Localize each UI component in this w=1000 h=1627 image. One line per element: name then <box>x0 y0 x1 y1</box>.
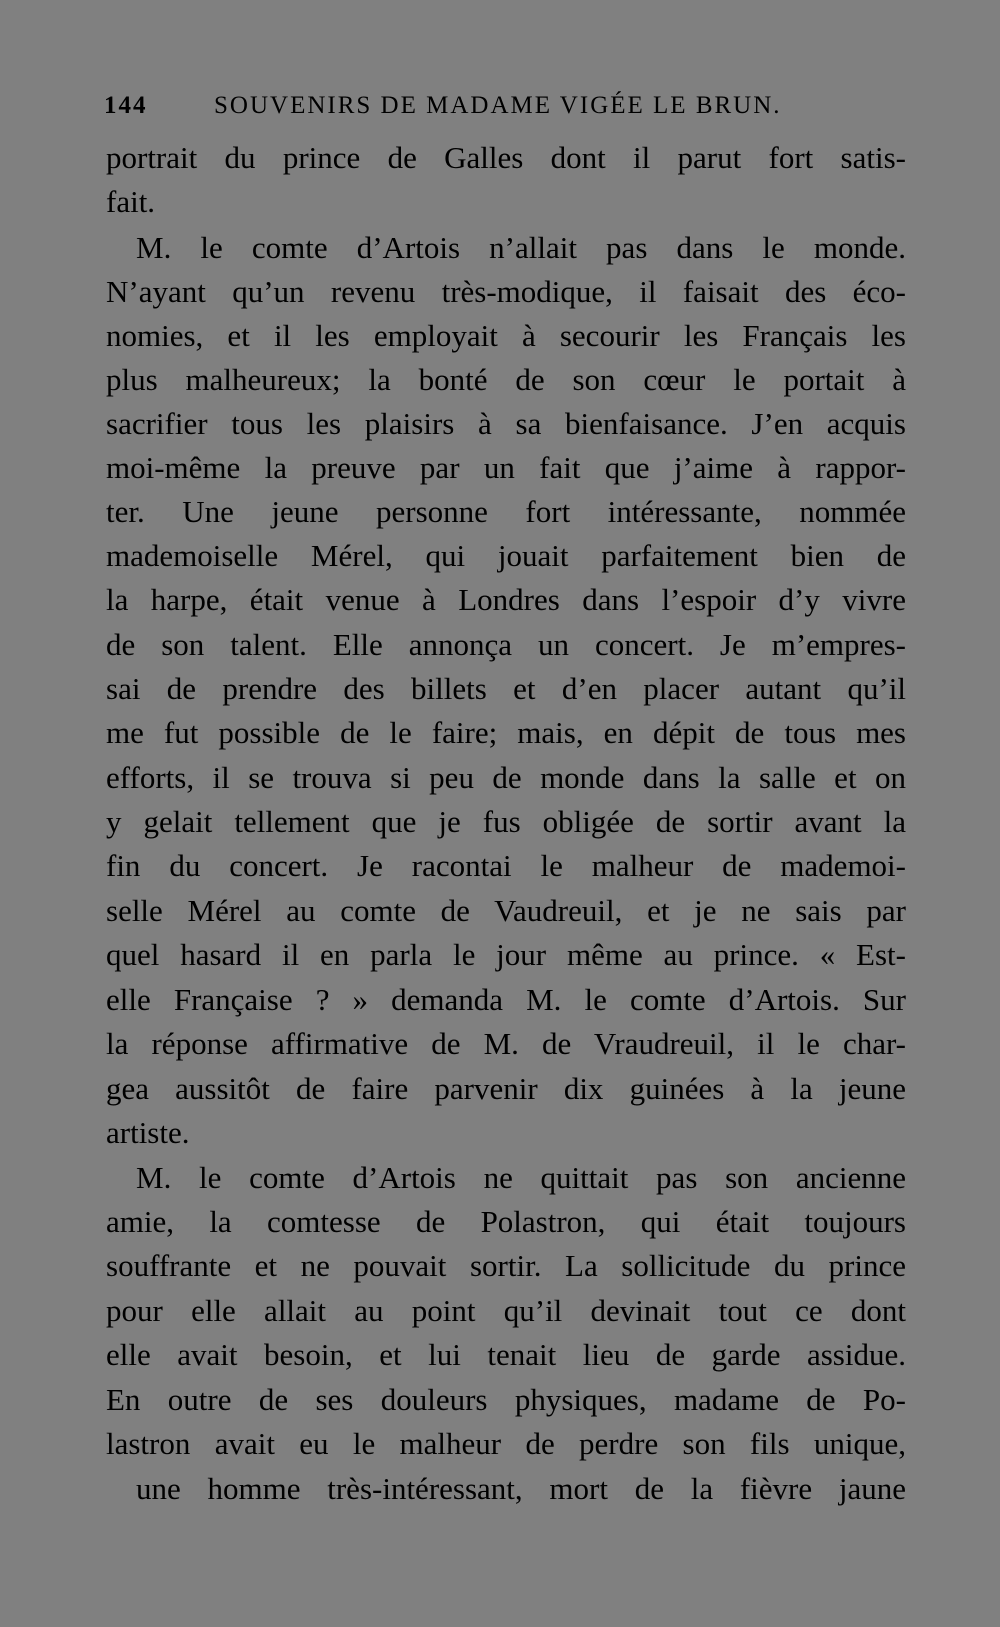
text-line: de son talent. Elle annonça un concert. Je m’empres- <box>106 627 906 662</box>
text-line: la harpe, était venue à Londres dans l’espoir d’y vivre <box>106 582 906 617</box>
running-title: SOUVENIRS DE MADAME VIGÉE LE BRUN. <box>214 92 782 119</box>
text-line: fin du concert. Je racontai le malheur de mademoi- <box>106 848 906 883</box>
text-line: quel hasard il en parla le jour même au prince. « Est- <box>106 937 906 972</box>
text-line: efforts, il se trouva si peu de monde dans la salle et on <box>106 760 906 795</box>
text-line: selle Mérel au comte de Vaudreuil, et je ne sais par <box>106 893 906 928</box>
text-line: mademoiselle Mérel, qui jouait parfaitement bien de <box>106 538 906 573</box>
text-line: la réponse affirmative de M. de Vraudreuil, il le char- <box>106 1026 906 1061</box>
text-line: ter. Une jeune personne fort intéressante, nommée <box>106 494 906 529</box>
text-line: elle Française ? » demanda M. le comte d’Artois. Sur <box>106 982 906 1017</box>
text-line: une homme très-intéressant, mort de la fièvre jaune <box>136 1471 906 1506</box>
text-line: amie, la comtesse de Polastron, qui était toujours <box>106 1204 906 1239</box>
text-line: gea aussitôt de faire parvenir dix guinées à la jeune <box>106 1071 906 1106</box>
text-line: portrait du prince de Galles dont il parut fort satis- <box>106 140 906 175</box>
text-line: M. le comte d’Artois n’allait pas dans le monde. <box>136 230 906 265</box>
text-line: elle avait besoin, et lui tenait lieu de garde assidue. <box>106 1337 906 1372</box>
text-line: artiste. <box>106 1115 190 1150</box>
text-line: y gelait tellement que je fus obligée de sortir avant la <box>106 804 906 839</box>
text-line: En outre de ses douleurs physiques, madame de Po- <box>106 1382 906 1417</box>
text-line: sacrifier tous les plaisirs à sa bienfaisance. J’en acquis <box>106 406 906 441</box>
running-head <box>104 92 804 126</box>
text-line: souffrante et ne pouvait sortir. La sollicitude du prince <box>106 1248 906 1283</box>
text-line: moi-même la preuve par un fait que j’aime à rappor- <box>106 450 906 485</box>
page-number: 144 <box>104 92 148 119</box>
text-line: lastron avait eu le malheur de perdre son fils unique, <box>106 1426 906 1461</box>
text-line: sai de prendre des billets et d’en placer autant qu’il <box>106 671 906 706</box>
text-line: pour elle allait au point qu’il devinait tout ce dont <box>106 1293 906 1328</box>
text-line: M. le comte d’Artois ne quittait pas son ancienne <box>136 1160 906 1195</box>
text-line: plus malheureux; la bonté de son cœur le portait à <box>106 362 906 397</box>
text-line: nomies, et il les employait à secourir les Français les <box>106 318 906 353</box>
text-line: me fut possible de le faire; mais, en dépit de tous mes <box>106 715 906 750</box>
text-line: N’ayant qu’un revenu très-modique, il faisait des éco- <box>106 274 906 309</box>
text-line: fait. <box>106 184 156 219</box>
